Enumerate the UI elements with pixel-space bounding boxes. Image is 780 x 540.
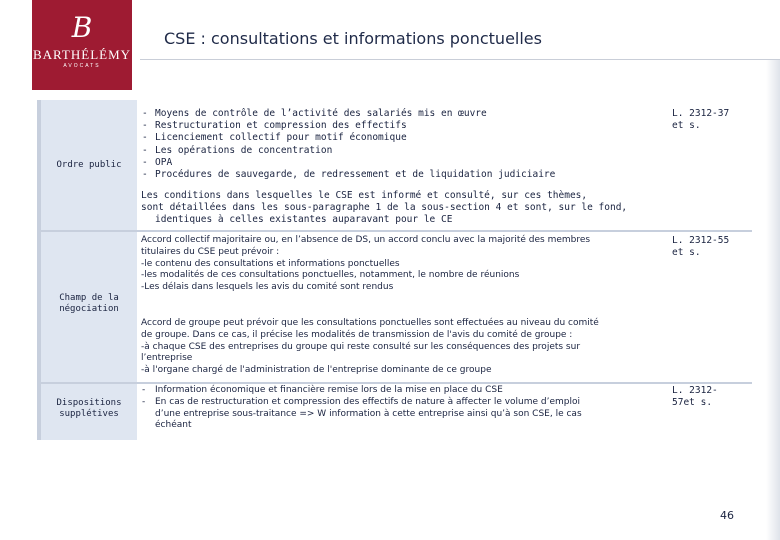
row-content: [137, 232, 662, 382]
ref-line: L. 2312-37: [672, 108, 730, 119]
list-item: - En cas de restructuration et compression des effectifs de nature à affecter le volume d’emploi d’une entreprise sous-traitance => W information à cette entreprise ainsi qu’à son CSE, le cas échéant: [141, 397, 662, 432]
row-label: Ordre public: [56, 160, 122, 170]
list-item: - Information économique et financière remise lors de la mise en place du CSE: [141, 385, 662, 397]
legal-reference: L. 2312-55 et s.: [672, 235, 730, 258]
row-note: [141, 190, 662, 227]
row-dispositions-suppletives: [37, 384, 752, 440]
list-item: - Les opérations de concentration: [141, 145, 662, 157]
row-champ-negociation: [37, 232, 752, 382]
row-label: Champ de la négociation: [59, 293, 119, 314]
side-shadow: [766, 60, 780, 540]
row-label-cell: [37, 100, 137, 230]
row-reference: [664, 100, 752, 230]
title-divider: [140, 59, 780, 60]
logo-name: BARTHÉLÉMY: [32, 47, 132, 62]
page-number: 46: [720, 509, 734, 522]
row-reference: [664, 384, 752, 440]
legal-reference: L. 2312- 57et s.: [672, 385, 718, 408]
row-ordre-public: [37, 100, 752, 230]
logo-subtitle: AVOCATS: [63, 63, 101, 69]
row-content: [137, 384, 662, 440]
logo-monogram: B: [71, 11, 93, 44]
list-item: - Licenciement collectif pour motif économique: [141, 132, 662, 144]
row-label: Dispositions supplétives: [56, 398, 122, 419]
list-item: - Moyens de contrôle de l’activité des salariés mis en œuvre: [141, 108, 662, 120]
bullet-list: [141, 385, 662, 432]
row-content: [137, 100, 662, 230]
note-line: sont détaillées dans les sous-paragraphe 1 de la sous-section 4 et sont, sur le fond,: [141, 202, 628, 214]
row-reference: [664, 232, 752, 382]
note-line: identiques à celles existantes auparavant pour le CE: [155, 214, 453, 226]
legal-reference: [672, 108, 748, 132]
list-item: - Restructuration et compression des effectifs: [141, 120, 662, 132]
list-item: - Procédures de sauvegarde, de redressement et de liquidation judiciaire: [141, 169, 662, 181]
list-item: - OPA: [141, 157, 662, 169]
agreement-paragraph: Accord collectif majoritaire ou, en l’absence de DS, un accord conclu avec la majorité des membres titulaires du CSE peut prévoir : -le contenu des consultations et informations ponctuelles -les modalités de ces consultations ponctuelles, notamment, le nombre de réunions -Les délais dans lesquels les avis du comité sont rendus: [141, 235, 591, 293]
ref-line: et s.: [672, 120, 701, 131]
note-line: Les conditions dans lesquelles le CSE est informé et consulté, sur ces thèmes,: [141, 190, 588, 201]
row-label-cell: [37, 232, 137, 382]
row-label-cell: [37, 384, 137, 440]
group-agreement-paragraph: Accord de groupe peut prévoir que les consultations ponctuelles sont effectuées au niveau du comité de groupe. Dans ce cas, il précise les modalités de transmission de l'avis du comité de groupe : -à chaque CSE des entreprises du groupe qui reste consulté sur les conséquences des projets sur l’entreprise -à l'organe chargé de l'administration de l'entreprise dominante de ce groupe: [141, 318, 599, 376]
bullet-list: [141, 108, 662, 181]
brand-logo: [32, 0, 132, 90]
slide-title: CSE : consultations et informations ponctuelles: [164, 29, 542, 48]
